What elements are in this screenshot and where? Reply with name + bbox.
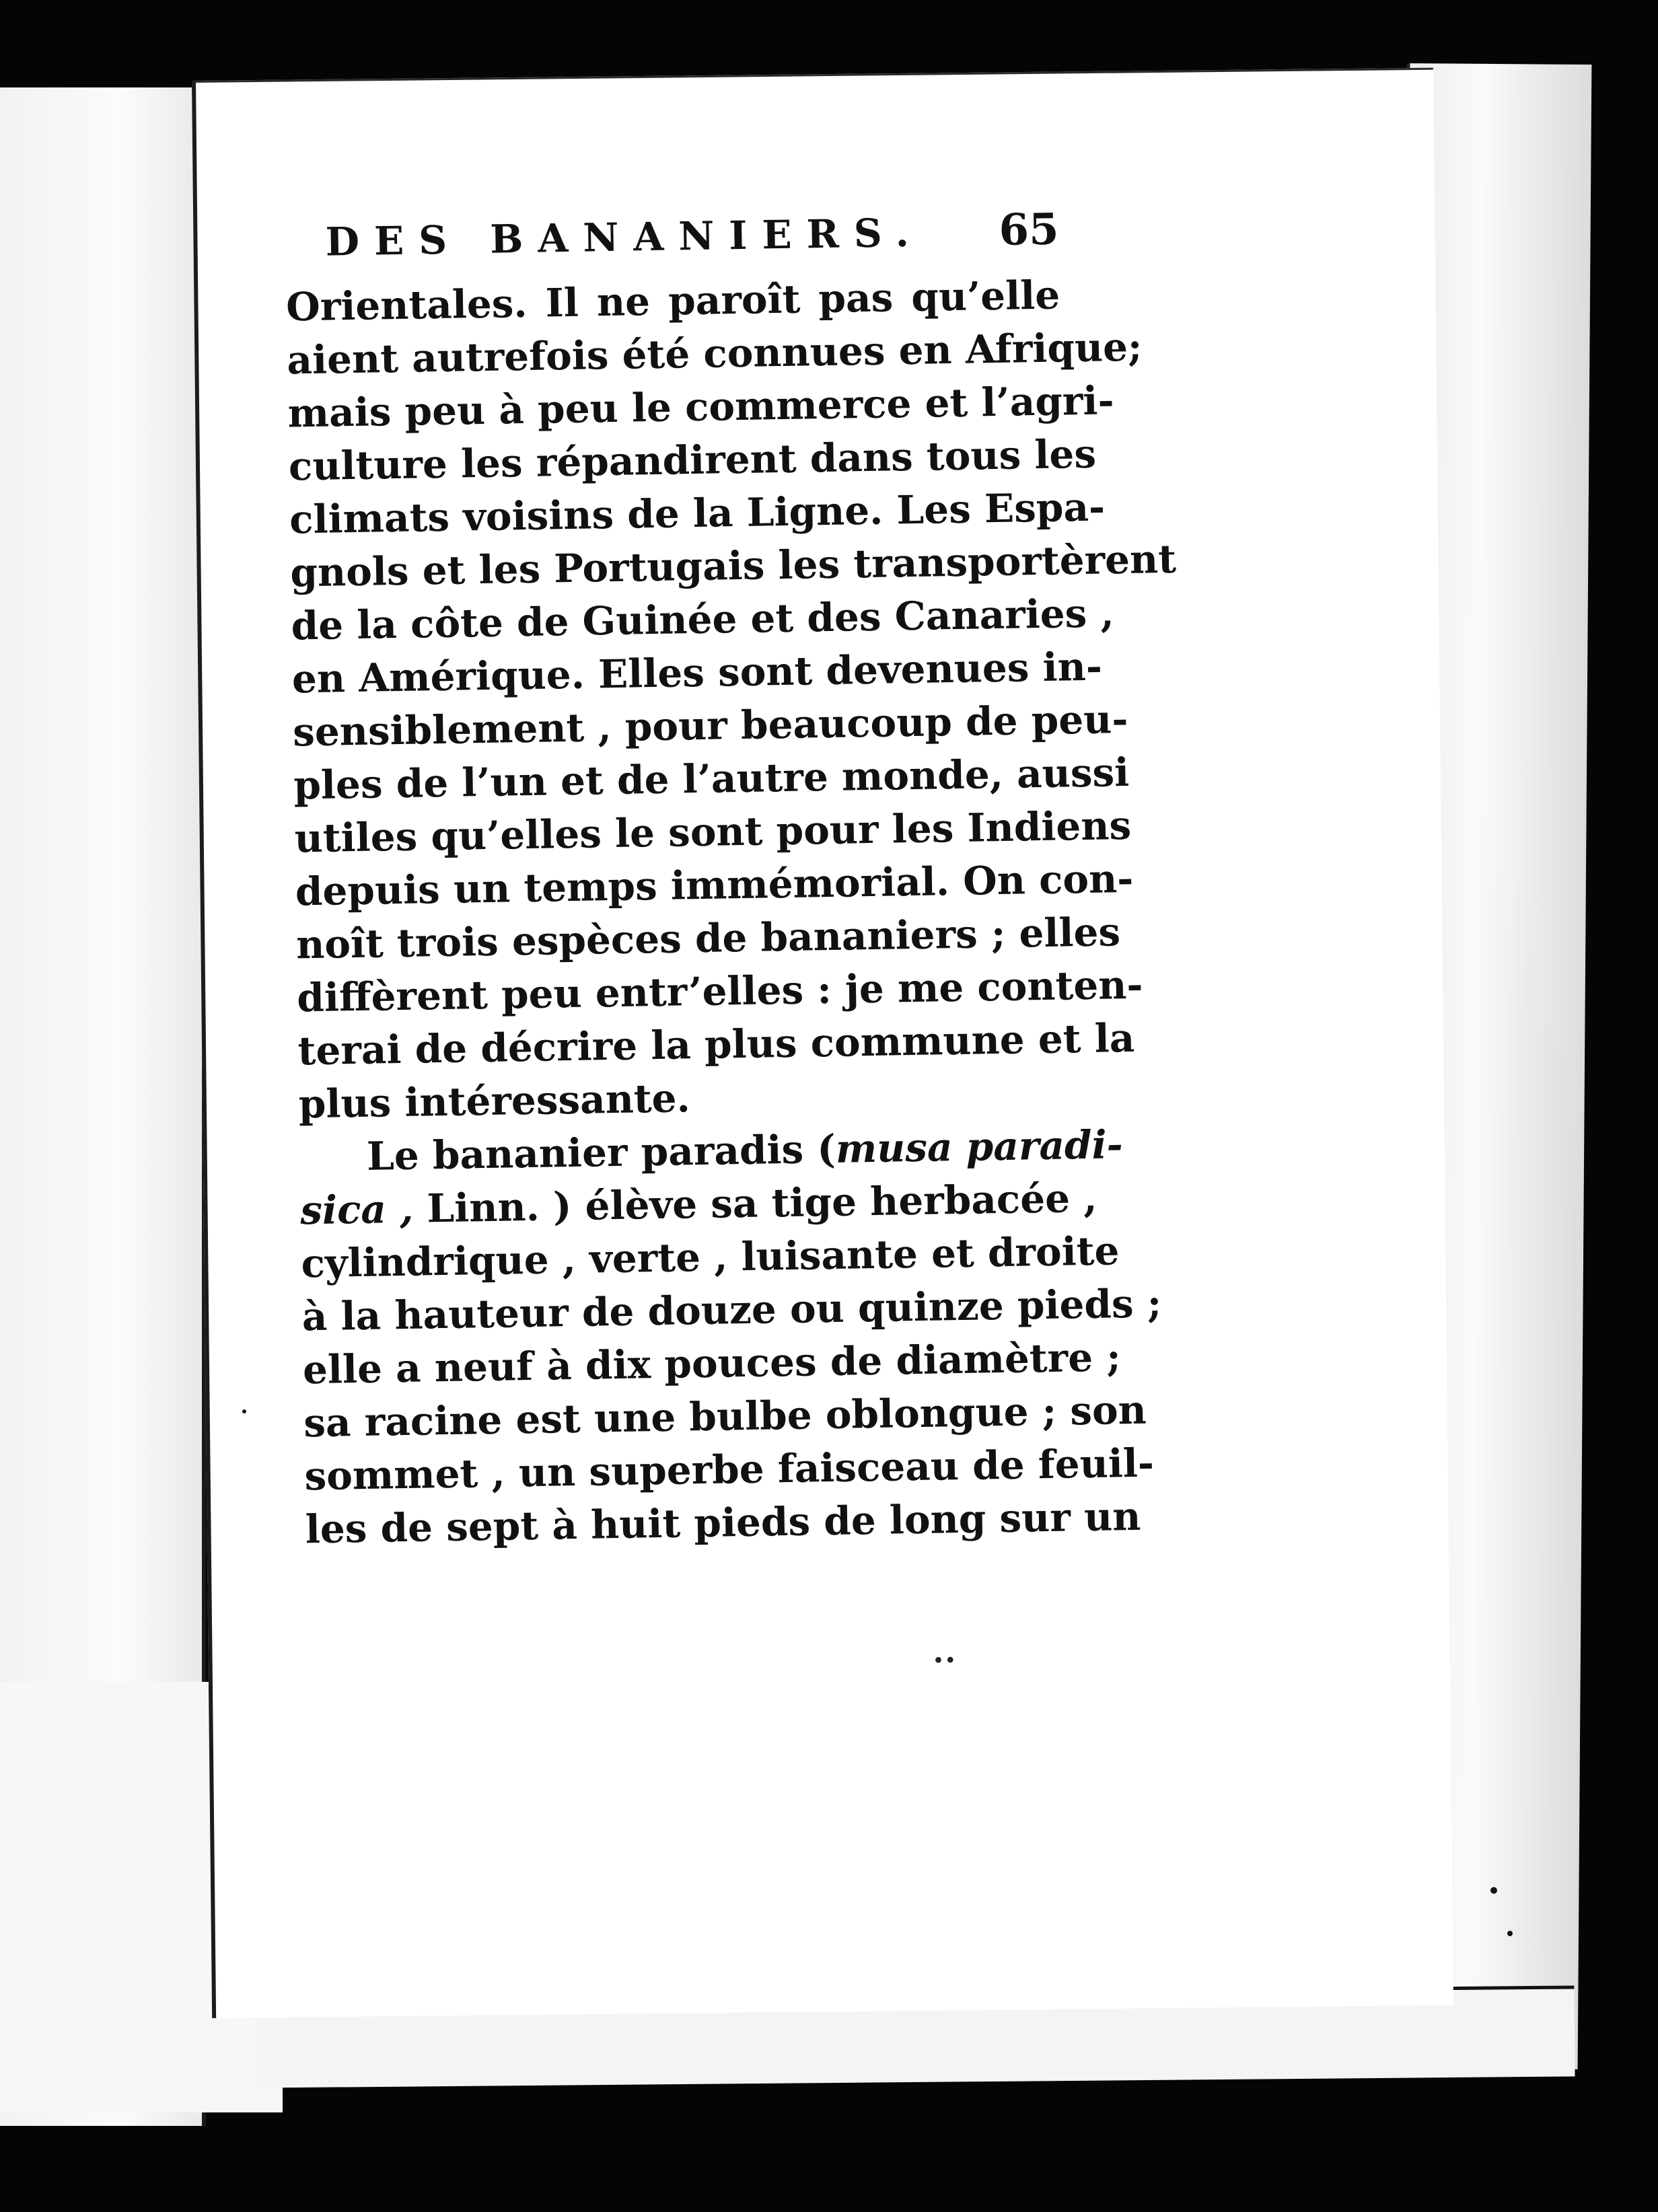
text-line: sa racine est une bulbe oblongue ; son <box>303 1387 1147 1446</box>
text-line: noît trois espèces de bananiers ; elles <box>295 909 1121 968</box>
running-head <box>285 205 1059 277</box>
text-line: sommet , un superbe faisceau de feuil- <box>304 1440 1155 1500</box>
text-line: à la hauteur de douze ou quinze pieds ; <box>301 1280 1162 1340</box>
page-number: 65 <box>998 204 1060 256</box>
text-line: Orientales. Il ne paroît pas qu’elle <box>285 272 1060 330</box>
ink-speck <box>1490 1887 1497 1894</box>
text-line: elle a neuf à dix pouces de diamètre ; <box>302 1334 1122 1393</box>
catchword-mark: •• <box>932 1649 957 1673</box>
text-line: ples de l’un et de l’autre monde, aussi <box>293 749 1130 809</box>
paragraph-2 <box>299 1119 1162 1556</box>
book-page <box>192 68 1453 2018</box>
ink-speck <box>242 1409 246 1413</box>
text-line: sensiblement , pour beaucoup de peu- <box>292 696 1128 755</box>
text-line: climats voisins de la Ligne. Les Espa- <box>289 484 1106 543</box>
text-line: cylindrique , verte , luisante et droite <box>301 1228 1120 1287</box>
italic-text-run: musa paradi- <box>835 1121 1124 1172</box>
text-line: diffèrent peu entr’elles : je me conten- <box>296 961 1143 1021</box>
text-line: utiles qu’elles le sont pour les Indiens <box>294 802 1132 862</box>
paragraph-1 <box>285 268 1177 1131</box>
ink-speck <box>1507 1931 1513 1936</box>
text-run: Le bananier paradis ( <box>366 1126 836 1179</box>
text-line: mais peu à peu le commerce et l’agri- <box>287 377 1114 437</box>
italic-text-run: sica , <box>299 1185 414 1234</box>
page-text <box>285 204 1177 1557</box>
text-line: depuis un temps immémorial. On con- <box>295 855 1134 915</box>
text-line: aient autrefois été connues en Afrique; <box>286 324 1143 383</box>
text-line: plus intéressante. <box>298 1075 691 1128</box>
running-head-title: DES BANANIERS. <box>325 209 925 265</box>
text-line: en Amérique. Elles sont devenues in- <box>291 643 1103 702</box>
text-line: de la côte de Guinée et des Canaries , <box>291 590 1115 649</box>
text-line: gnols et les Portugais les transportèrent <box>289 536 1177 596</box>
text-line: culture les répandirent dans tous les <box>288 431 1097 490</box>
text-run: Linn. ) élève sa tige herbacée , <box>412 1175 1097 1232</box>
text-line: les de sept à huit pieds de long sur un <box>305 1493 1141 1553</box>
text-line: terai de décrire la plus commune et la <box>297 1015 1135 1074</box>
